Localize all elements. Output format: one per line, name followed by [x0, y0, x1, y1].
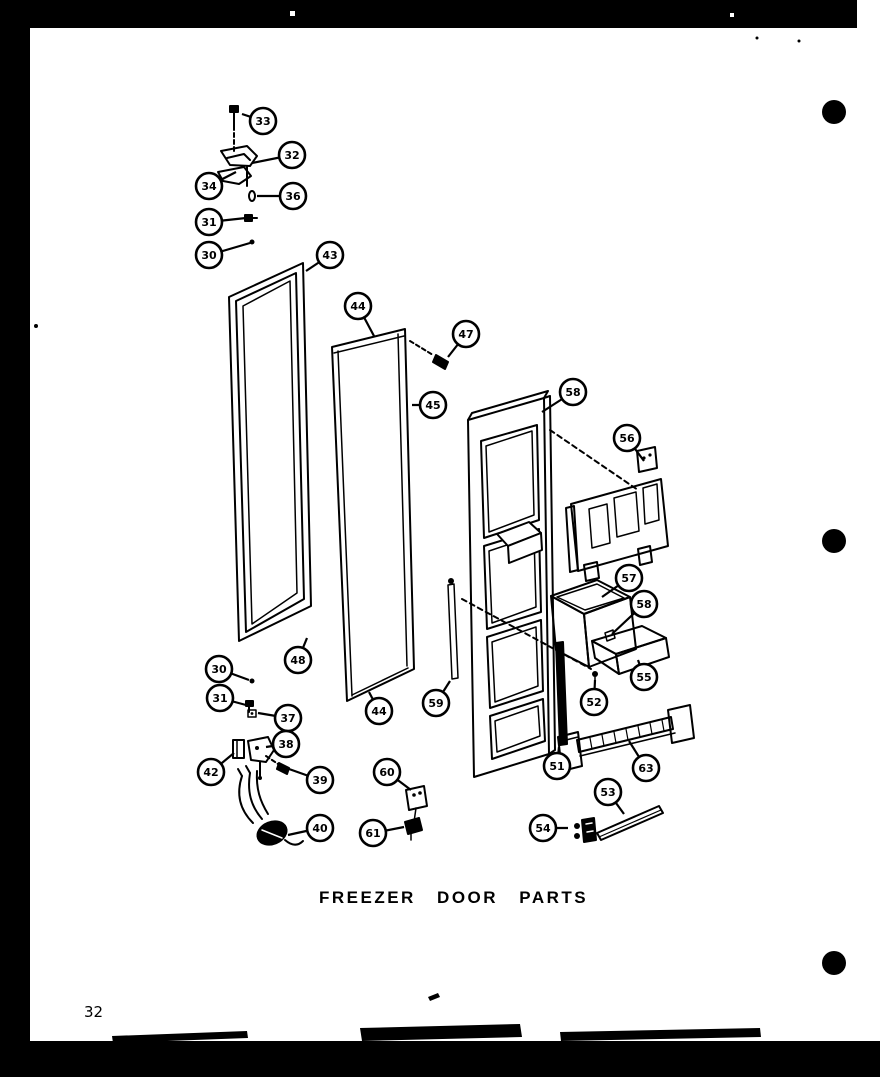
callout-59	[423, 681, 450, 716]
callout-37	[258, 705, 301, 731]
drawing-door-stop-strip	[556, 642, 567, 745]
callout-44	[366, 692, 392, 724]
callout-number: 38	[278, 737, 294, 751]
callout-number: 52	[586, 695, 602, 709]
page-frame-left	[0, 0, 30, 1077]
callout-number: 58	[565, 385, 581, 399]
callout-42	[198, 753, 234, 785]
callout-31	[196, 209, 246, 235]
callout-number: 48	[290, 653, 306, 667]
drawing-trim-bar	[597, 806, 663, 840]
callout-number: 54	[535, 821, 551, 835]
callout-number: 39	[312, 773, 328, 787]
callout-number: 36	[285, 189, 301, 203]
drawing-door-switch	[405, 786, 427, 840]
callout-number: 40	[312, 821, 328, 835]
callout-layer	[196, 108, 659, 846]
callout-number: 53	[600, 785, 616, 799]
callout-number: 44	[371, 704, 387, 718]
callout-56	[614, 425, 644, 461]
callout-number: 30	[211, 662, 227, 676]
drawing-screw-47	[410, 341, 448, 369]
callout-number: 31	[212, 691, 228, 705]
callout-number: 42	[203, 765, 219, 779]
callout-number: 59	[428, 696, 444, 710]
drawing-door-gasket	[229, 263, 311, 641]
callout-number: 37	[280, 711, 296, 725]
callout-51	[544, 747, 570, 779]
callout-number: 51	[549, 759, 565, 773]
callout-45	[412, 392, 446, 418]
callout-number: 60	[379, 765, 395, 779]
callout-55	[631, 660, 657, 690]
drawing-wiring-harness	[238, 766, 303, 849]
drawing-clip-54	[574, 818, 596, 842]
callout-number: 63	[638, 761, 654, 775]
callout-61	[360, 820, 404, 846]
callout-number: 57	[621, 571, 637, 585]
callout-number: 34	[201, 179, 217, 193]
binder-hole-icon	[822, 951, 846, 975]
callout-47	[448, 321, 479, 357]
callout-number: 61	[365, 826, 381, 840]
callout-39	[289, 767, 333, 793]
callout-number: 31	[201, 215, 217, 229]
drawing-shelf-rail	[558, 705, 694, 771]
callout-number: 33	[255, 114, 271, 128]
callout-number: 30	[201, 248, 217, 262]
callout-53	[595, 779, 624, 814]
callout-30	[196, 242, 250, 268]
callout-44	[345, 293, 374, 336]
callout-40	[288, 815, 333, 841]
callout-number: 58	[636, 597, 652, 611]
callout-number: 45	[425, 398, 441, 412]
callout-31	[207, 685, 246, 711]
callout-36	[257, 183, 306, 209]
callout-63	[629, 741, 659, 781]
page-frame-top	[0, 0, 857, 28]
callout-30	[206, 656, 249, 682]
drawing-retainer-strip	[448, 578, 458, 679]
callout-number: 55	[636, 670, 652, 684]
page-number: 32	[84, 1003, 104, 1021]
callout-32	[252, 142, 305, 168]
callout-33	[242, 108, 276, 134]
callout-54	[530, 815, 568, 841]
callout-34	[196, 172, 236, 199]
drawing-inner-door-panel	[332, 329, 414, 701]
callout-number: 47	[458, 327, 474, 341]
figure-title: FREEZER DOOR PARTS	[319, 888, 589, 907]
callout-52	[581, 680, 607, 715]
callout-number: 56	[619, 431, 635, 445]
callout-number: 32	[284, 148, 300, 162]
page-frame-bottom	[0, 1041, 880, 1077]
binder-hole-icon	[822, 100, 846, 124]
callout-48	[285, 638, 311, 673]
drawing-freezer-door	[462, 391, 638, 777]
callout-43	[306, 242, 343, 271]
binder-hole-icon	[822, 529, 846, 553]
drawing-shelf-bracket-assembly	[566, 447, 668, 581]
callout-60	[374, 759, 411, 790]
callout-number: 43	[322, 248, 338, 262]
callout-number: 44	[350, 299, 366, 313]
